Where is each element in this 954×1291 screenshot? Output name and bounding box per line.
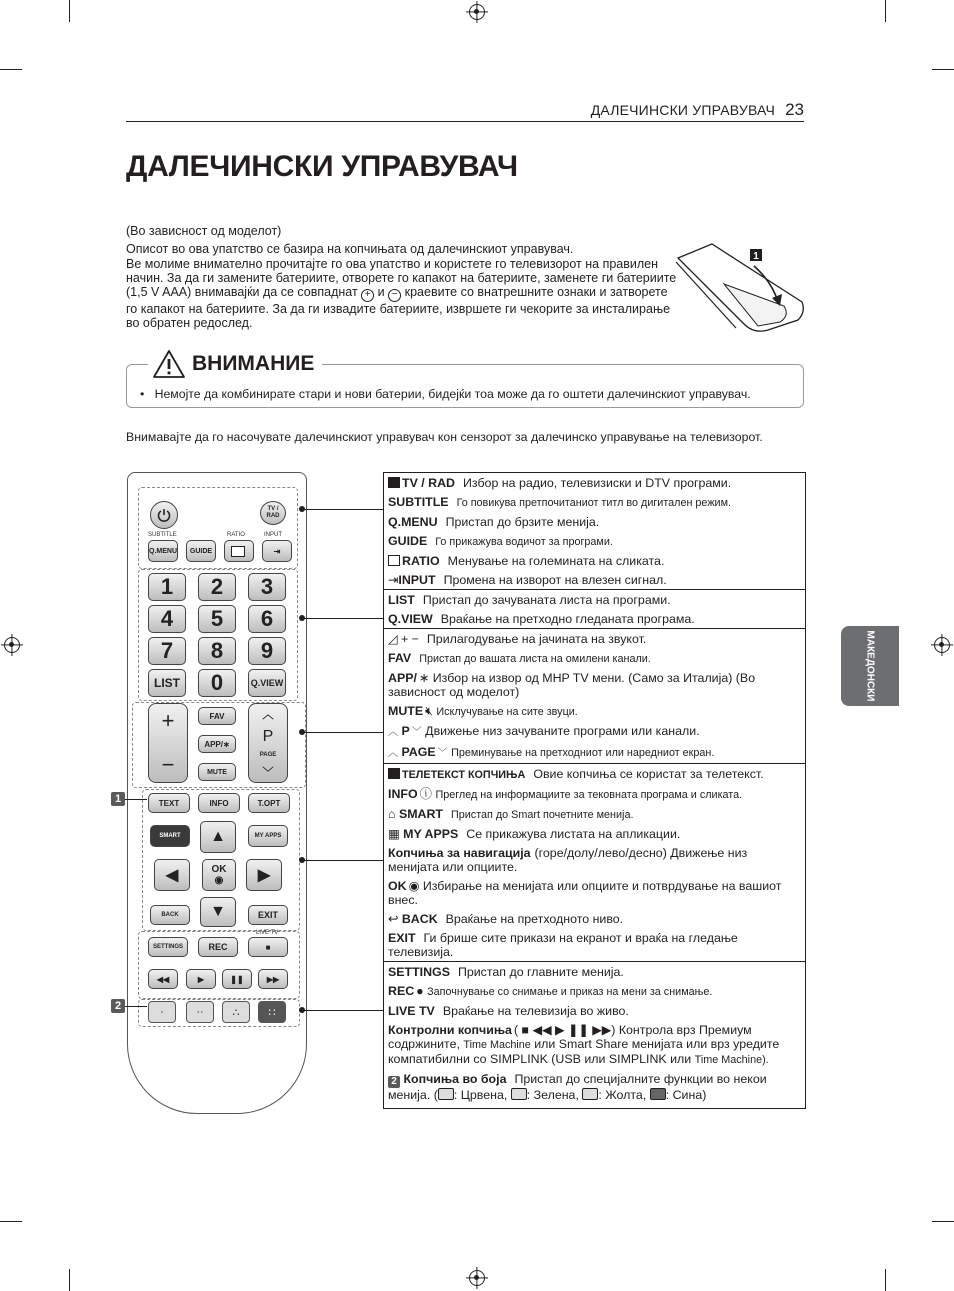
row-key: BACK [401,912,438,926]
row-key: MY APPS [403,827,459,841]
section-control [384,961,805,1108]
rec-button: REC [198,937,238,957]
intro-paragraph [126,257,682,331]
volume-icon: ◿ [388,632,398,646]
row-key: EXIT [388,931,416,945]
row-desc: Пристап до брзите менија. [445,515,600,529]
input-icon: ⇥ [273,546,281,556]
row-key: Копчиња во боја [403,1072,507,1086]
row-desc: Го повикува претпочитаниот титл во дигитален режим. [456,497,731,509]
row-desc: Пристап до Smart почетните менија. [451,809,634,821]
row-desc: Движење низ зачуваните програми или канали. [425,724,700,738]
forward-icon: ▶▶ [592,1023,612,1037]
stop-icon: ■ [521,1023,530,1037]
row-desc: Започнување со снимање и приказ на мени за снимање. [427,986,713,998]
row-key: ТЕЛЕТЕКСТ КОПЧИЊА [402,769,526,781]
ratio-icon [231,546,245,557]
blue-button-icon [650,1088,666,1100]
chevron-up-icon: ︿ [262,709,274,721]
leader-line [302,618,383,619]
crop-mark [69,1269,70,1291]
row-rec [388,981,801,1001]
ratio-button [224,540,254,562]
row-fav [388,648,801,668]
callout-leader-2 [125,1006,147,1007]
nav-up-button [200,821,236,853]
row-desc: Ги брише сите прикази на екранот и враќа на гледање телевизија. [388,931,738,959]
row-key: TV / RAD [402,476,456,490]
row-desc: Преминување на претходниот или наредниот екран. [451,747,715,759]
volume-up-icon: + [161,708,175,733]
callout-leader-1 [125,799,147,800]
caution-title: ВНИМАНИЕ [192,352,315,375]
row-tvrad [388,473,801,492]
livetv-button [248,937,288,957]
row-key: LIST [388,593,415,607]
yellow-button-icon [582,1088,598,1100]
intro-line: Описот во ова упатство се базира на копчињата од далечинскиот управувач. [126,242,574,257]
crop-mark [69,0,70,22]
digit-6-button: 6 [248,605,286,633]
row-control: Контролни копчиња ( ■ ◀◀ ▶ ❚❚ ▶▶) Контрола врз Премиум содржините, Time Machine или Smart Share менијата или врз уредите компатибилни со SIMPLINK (USB или SIMPLINK или Time Machine). [388,1023,780,1066]
badge-2-icon: 2 [388,1076,400,1088]
row-desc: Пристап до главните менија. [457,965,624,979]
row-settings [388,962,801,981]
row-desc: Time Machine). [694,1054,769,1066]
arrow-up-icon: ▲ [210,828,226,845]
nav-down-button [200,897,236,927]
row-key: Q.MENU [388,515,438,529]
digit-1-button: 1 [148,573,186,601]
blue-button: ∷ [258,1001,286,1023]
row-desc: Менување на големината на сликата. [447,554,665,568]
program-label: P [262,728,274,745]
row-desc: Пристап до зачуваната листа на програми. [422,593,671,607]
row-key: INPUT [398,573,436,587]
row-desc: Пристап до вашата листа на омилени канали. [419,653,651,665]
input-icon: ⇥ [388,573,399,587]
volume-rocker [148,703,188,783]
digit-8-button: 8 [198,637,236,665]
arrow-down-icon: ▼ [210,903,226,920]
remote-control-illustration [127,472,307,1114]
side-tab-label: МАКЕДОНСКИ [864,630,876,702]
asterisk-icon: ∗ [418,671,430,685]
page-title: ДАЛЕЧИНСКИ УПРАВУВАЧ [126,150,518,183]
leader-line [302,509,383,510]
chevron-down-icon: ﹀ [262,767,274,779]
digit-9-button: 9 [248,637,286,665]
nav-left-button [154,859,190,891]
row-desc: Контрола врз Премиум содржините, [388,1023,752,1051]
text-button: TEXT [148,793,190,813]
row-ok [388,876,801,909]
pause-button [222,969,252,989]
ok-button [202,859,236,891]
settings-button: SETTINGS [148,937,188,957]
intro-text [126,224,682,331]
forward-button [258,969,288,989]
chevron-down-icon: ﹀ [411,727,422,738]
ratio-icon [388,555,400,566]
row-desc: Прилагодување на јачината на звукот. [426,632,647,646]
row-desc: Враќање на телевизија во живо. [442,1004,629,1018]
play-icon: ▶ [554,1023,565,1037]
language-side-tab [841,626,899,706]
digit-7-button: 7 [148,637,186,665]
mute-icon: 🔇︎ [425,704,433,718]
svg-text:1: 1 [753,251,759,262]
callout-badge-2: 2 [111,999,125,1013]
registration-mark-icon [469,4,485,20]
app-button: APP/∗ [198,735,236,753]
row-app [388,668,801,701]
row-p [388,721,801,742]
program-rocker [248,703,288,783]
row-key: SUBTITLE [388,495,449,509]
intro-and: и [377,285,385,300]
mute-button: MUTE [198,763,236,781]
rewind-icon: ◀◀ [532,1023,552,1037]
input-label: INPUT [264,532,282,538]
row-desc: Промена на изворот на влезен сигнал. [443,573,667,587]
digit-3-button: 3 [248,573,286,601]
ratio-label: RATIO [227,532,245,538]
row-desc: Избор на радио, телевизиски и DTV програми. [463,476,732,490]
row-key: RATIO [402,554,440,568]
row-desc: Избор на извор од MHP TV мени. (Само за Италија) (Во зависност од моделот) [388,671,756,699]
row-desc: Исклучување на сите звуци. [436,706,578,718]
info-icon: ⓘ [419,787,432,801]
caution-text-body: Немојте да комбинирате стари и нови батерии, бидејќи тоа може да го оштети далечинскиот управувач. [154,387,751,401]
running-head: ДАЛЕЧИНСКИ УПРАВУВАЧ [590,102,775,118]
row-desc: или Smart Share менијата или врз уредите компатибилни со SIMPLINK (USB или SIMPLINK или [388,1037,780,1066]
row-volume [388,629,801,648]
smart-button: SMART [150,825,190,847]
leader-line [302,860,383,861]
play-button [186,969,216,989]
nav-right-button [246,859,282,891]
record-dot-icon: ● [416,984,424,998]
row-qmenu [388,512,801,531]
qmenu-button: Q.MENU [148,540,178,562]
row-list [388,590,801,609]
crop-mark [0,69,22,70]
row-desc: Избирање на менијата или опциите и потврдување на вашиот внес. [388,879,782,907]
row-key: SMART [398,807,443,821]
arrow-left-icon: ◀ [165,867,179,884]
row-key: + − [400,632,419,646]
row-livetv [388,1001,801,1020]
red-button: · [148,1001,176,1023]
digit-2-button: 2 [198,573,236,601]
registration-mark-icon [469,1270,485,1286]
exit-button: EXIT [248,905,288,925]
page-number: 23 [785,100,804,119]
back-icon: ↩ [388,912,399,926]
intro-para-end: краевите со внатрешните ознаки и затворете го капакот на батериите. За да ги извадите батериите, извршете ги чекорите за инсталирање во обратен редослед. [126,285,671,331]
chevron-down-icon: ﹀ [437,748,448,759]
row-key: Копчиња за навигација [388,846,531,860]
digit-5-button: 5 [198,605,236,633]
warning-triangle-icon [152,349,186,379]
row-info [388,784,801,804]
caution-heading [148,349,322,379]
row-teletext [388,764,801,784]
row-desc: : Зелена, [526,1088,579,1102]
aim-instruction: Внимавајте да го насочувате далечинскиот управувач кон сензорот за далечинско управување на телевизорот. [126,430,763,444]
topt-button: T.OPT [248,793,290,813]
green-button-icon [511,1088,527,1100]
section-top [384,473,805,589]
badge-1-icon [388,768,400,779]
row-key: GUIDE [388,534,428,548]
crop-mark [0,1221,22,1222]
row-desc: (горе/долу/лево/десно) Движење низ менијата или опциите. [388,846,748,874]
row-key: SETTINGS [388,965,450,979]
plus-icon: + [361,289,374,302]
row-key: LIVE TV [388,1004,435,1018]
registration-mark-icon [934,637,950,653]
play-icon: ▶ [197,974,205,984]
power-icon [157,508,171,522]
arrow-right-icon: ▶ [257,867,271,884]
row-subtitle [388,492,801,512]
leader-line [302,732,383,733]
row-key: REC [388,984,415,998]
registration-mark-icon [4,637,20,653]
digit-0-button: 0 [198,669,236,697]
crop-mark [885,1269,886,1291]
guide-button: GUIDE [186,540,216,562]
intro-para-start: Ве молиме внимателно прочитајте го ова упатство и користете го телевизорот на правилен начин. За да ги замените батериите, отворете го капакот на батериите, заменете ги батериите (1,5 V AAA) внимавајќи да се совпаднат [126,256,677,300]
row-smart [388,804,801,824]
row-ratio [388,551,801,570]
battery-cover-illustration [672,242,806,334]
chevron-up-icon: ︿ [388,748,398,759]
volume-down-icon: − [161,752,175,777]
row-qview [388,609,801,628]
chevron-up-icon: ︿ [388,727,398,738]
row-desc: Пристап до специјалните функции во некои менија. ( [388,1072,767,1102]
caution-text: • Немојте да комбинирате стари и нови батерии, бидејќи тоа може да го оштети далечинскиот управувач. [140,387,751,401]
row-key: P [401,724,410,738]
green-button: ·· [186,1001,214,1023]
row-desc: Time Machine [463,1039,531,1051]
callout-badge-1: 1 [111,792,125,806]
stop-icon: ■ [265,942,271,952]
row-key: APP/ [388,671,417,685]
row-myapps [388,824,801,843]
ok-dot-icon: ◉ [214,875,224,886]
fav-button: FAV [198,707,236,725]
rewind-icon: ◀◀ [156,974,170,984]
page-label: PAGE [259,752,277,758]
leader-line [302,1010,383,1011]
myapps-button: MY APPS [248,825,288,847]
pause-icon: ❚❚ [567,1023,589,1037]
row-desc: Враќање на претходно гледаната програма. [440,612,695,626]
header-rule [126,121,804,122]
crop-mark [885,0,886,22]
row-desc: Враќање на претходното ниво. [445,912,624,926]
crop-mark [932,1221,954,1222]
row-exit [388,928,801,961]
row-key: PAGE [401,745,436,759]
row-desc: Се прикажува листата на апликации. [466,827,681,841]
info-button: INFO [198,793,240,813]
row-desc: Преглед на информациите за тековната програма и сликата. [435,789,743,801]
row-back [388,909,801,928]
list-button: LIST [148,669,186,697]
row-key: INFO [388,787,418,801]
rewind-button [148,969,178,989]
ok-label: OK [211,864,227,875]
model-note: (Во зависност од моделот) [126,224,282,238]
row-desc: : Црвена, [453,1088,508,1102]
forward-icon: ▶▶ [266,974,280,984]
back-button: BACK [150,905,190,925]
tv-rad-button: TV / RAD [260,501,286,525]
digit-4-button: 4 [148,605,186,633]
ok-dot-icon: ◉ [408,879,420,893]
row-desc: : Сина) [665,1088,707,1102]
row-desc: Го прикажува водичот за програми. [435,536,613,548]
subtitle-label: SUBTITLE [148,532,177,538]
power-button [150,501,178,529]
row-key: Q.VIEW [388,612,433,626]
row-mute [388,701,801,721]
section-volume [384,628,805,763]
row-desc: Овие копчиња се користат за телетекст. [533,767,764,781]
button-description-table [383,472,806,1109]
input-button [262,540,292,562]
section-list [384,589,805,628]
row-key: MUTE [388,704,424,718]
pause-icon: ❚❚ [230,974,244,984]
yellow-button: ∴ [222,1001,250,1023]
livetv-label: LIVE TV [256,930,279,936]
section-navigation [384,763,805,961]
grid-icon: ▦ [388,827,400,841]
row-nav [388,843,801,876]
row-input [388,570,801,589]
row-key: OK [388,879,407,893]
home-icon: ⌂ [388,807,396,821]
crop-mark [932,69,954,70]
qview-button: Q.VIEW [248,669,286,697]
row-key: FAV [388,651,412,665]
red-button-icon [438,1088,454,1100]
tv-radio-icon [388,477,400,488]
row-key: Контролни копчиња [388,1023,512,1037]
row-color [388,1069,801,1108]
row-desc: : Жолта, [598,1088,647,1102]
row-page [388,742,801,763]
minus-icon: − [388,289,401,302]
row-guide [388,531,801,551]
